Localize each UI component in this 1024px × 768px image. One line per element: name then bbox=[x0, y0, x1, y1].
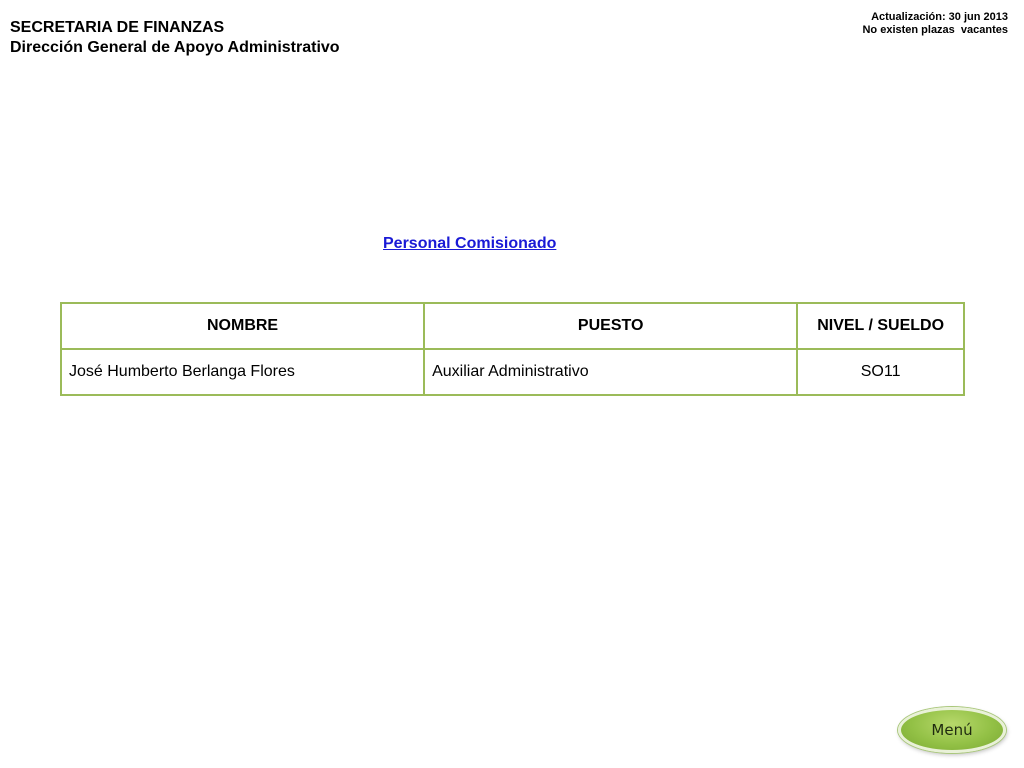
section-title-link[interactable]: Personal Comisionado bbox=[383, 235, 557, 252]
column-header-position: PUESTO bbox=[424, 303, 797, 349]
department-name: Dirección General de Apoyo Administrativo bbox=[10, 39, 340, 56]
org-name: SECRETARIA DE FINANZAS bbox=[10, 19, 225, 36]
org-header bbox=[10, 18, 340, 58]
cell-level: SO11 bbox=[797, 349, 964, 395]
column-header-name: NOMBRE bbox=[61, 303, 424, 349]
column-header-level: NIVEL / SUELDO bbox=[797, 303, 964, 349]
table-header-row bbox=[61, 303, 964, 349]
cell-name: José Humberto Berlanga Flores bbox=[61, 349, 424, 395]
menu-button-label: Menú bbox=[931, 721, 973, 739]
menu-button[interactable] bbox=[898, 707, 1006, 753]
table-row bbox=[61, 349, 964, 395]
update-info bbox=[862, 11, 1008, 37]
staff-table bbox=[60, 302, 965, 396]
cell-position: Auxiliar Administrativo bbox=[424, 349, 797, 395]
update-date: Actualización: 30 jun 2013 bbox=[871, 11, 1008, 23]
vacancy-status: No existen plazas vacantes bbox=[862, 24, 1008, 36]
